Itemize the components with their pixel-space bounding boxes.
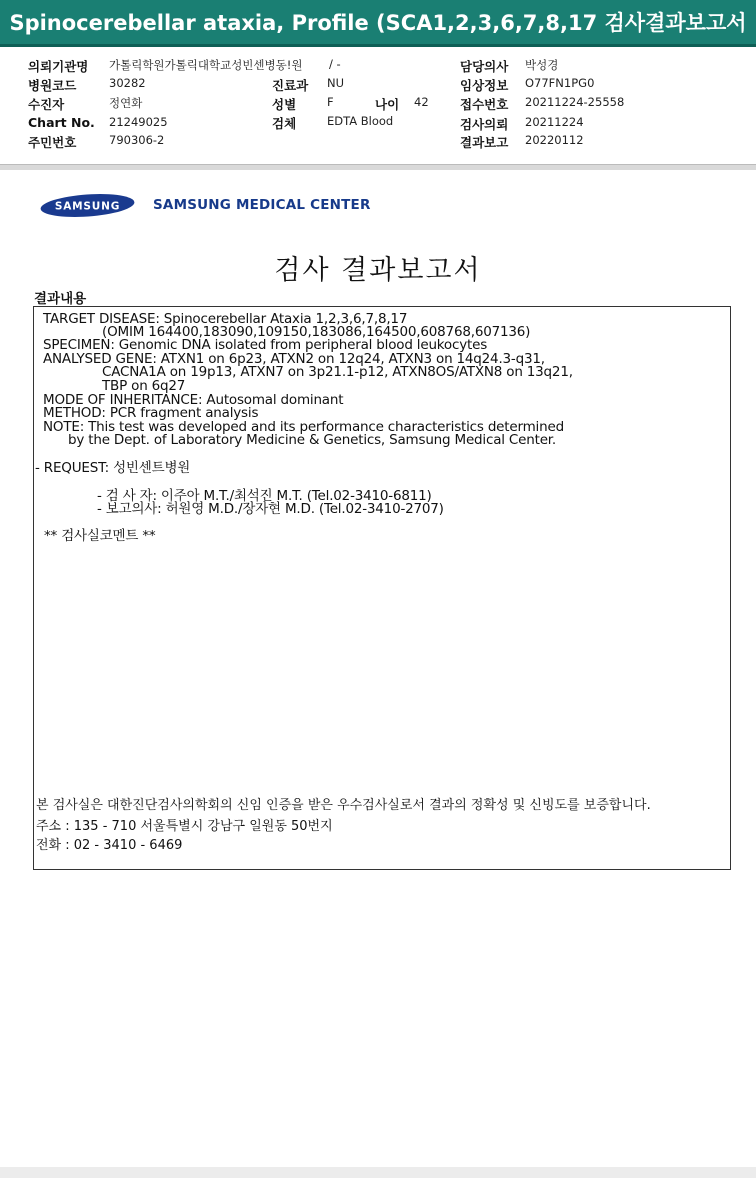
request-date-label: 검사의뢰	[460, 117, 509, 132]
patient-value: 정연화	[109, 96, 143, 110]
result-line-method: METHOD: PCR fragment analysis	[43, 405, 259, 421]
sex-value: F	[327, 95, 334, 109]
result-line-analysed-gene: ANALYSED GENE: ATXN1 on 6p23, ATXN2 on 12q24, ATXN3 on 14q24.3-q31,	[43, 351, 545, 367]
result-line-specimen: SPECIMEN: Genomic DNA isolated from peripheral blood leukocytes	[43, 337, 488, 353]
samsung-logo	[40, 193, 135, 218]
header-divider	[0, 164, 756, 170]
patient-label: 수진자	[28, 97, 65, 112]
result-line-omim: (OMIM 164400,183090,109150,183086,164500,608768,607136)	[102, 324, 531, 340]
chart-no-value: 21249025	[109, 115, 168, 129]
receipt-no-label: 접수번호	[460, 97, 509, 112]
sex-label: 성별	[272, 97, 297, 112]
clinical-info-value: O77FN1PG0	[525, 76, 595, 90]
specimen-value: EDTA Blood	[327, 114, 394, 128]
institution-value: 가톨릭학원가톨릭대학교성빈센병동!원	[109, 58, 303, 72]
result-line-note: NOTE: This test was developed and its performance characteristics determined	[43, 419, 564, 435]
result-line-examiner: - 검 사 자: 이주아 M.T./최석진 M.T. (Tel.02-3410-6811)	[97, 488, 432, 504]
result-line-request: - REQUEST: 성빈센트병원	[35, 460, 191, 476]
result-line-lab-comment: ** 검사실코멘트 **	[44, 528, 156, 544]
department-value: NU	[327, 76, 345, 90]
result-content-box	[33, 306, 731, 870]
report-title: Spinocerebellar ataxia, Profile (SCA1,2,3,6,7,8,17 검사결과보고서	[9, 11, 747, 35]
clinical-info-label: 임상정보	[460, 78, 509, 93]
center-name: SAMSUNG MEDICAL CENTER	[153, 197, 371, 213]
report-title-bar	[0, 0, 756, 47]
specimen-label: 검체	[272, 116, 297, 131]
result-line-gene-cont-1: CACNA1A on 19p13, ATXN7 on 3p21.1-p12, ATXN8OS/ATXN8 on 13q21,	[102, 364, 573, 380]
report-date-value: 20220112	[525, 133, 584, 147]
institution-label: 의뢰기관명	[28, 59, 89, 74]
patient-info-panel	[0, 52, 756, 164]
phone-line: 전화 : 02 - 3410 - 6469	[36, 838, 183, 853]
hospital-code-value: 30282	[109, 76, 146, 90]
document-title: 검사 결과보고서	[274, 255, 482, 286]
doctor-value: 박성경	[525, 58, 559, 72]
address-line: 주소 : 135 - 710 서울특별시 강남구 일원동 50번지	[36, 819, 333, 834]
hospital-code-label: 병원코드	[28, 78, 77, 93]
receipt-no-value: 20211224-25558	[525, 95, 625, 109]
result-line-reporter: - 보고의사: 허원영 M.D./장자현 M.D. (Tel.02-3410-2707)	[97, 501, 444, 517]
result-line-target-disease: TARGET DISEASE: Spinocerebellar Ataxia 1,2,3,6,7,8,17	[43, 311, 408, 327]
age-value: 42	[414, 95, 429, 109]
chart-no-label: Chart No.	[28, 115, 95, 130]
bottom-strip	[0, 1167, 756, 1178]
ward-value: / -	[329, 57, 341, 71]
request-date-value: 20211224	[525, 115, 584, 129]
resident-no-value: 790306-2	[109, 133, 165, 147]
department-label: 진료과	[272, 78, 309, 93]
result-line-note-cont: by the Dept. of Laboratory Medicine & Genetics, Samsung Medical Center.	[68, 432, 557, 448]
result-line-inheritance: MODE OF INHERITANCE: Autosomal dominant	[43, 392, 344, 408]
certification-statement: 본 검사실은 대한진단검사의학회의 신임 인증을 받은 우수검사실로서 결과의 정확성 및 신빙도를 보증합니다.	[36, 798, 651, 813]
result-line-gene-cont-2: TBP on 6q27	[102, 378, 186, 394]
doctor-label: 담당의사	[460, 59, 509, 74]
resident-no-label: 주민번호	[28, 135, 77, 150]
section-label: 결과내용	[34, 291, 87, 307]
samsung-logo-text: SAMSUNG	[54, 200, 121, 213]
report-date-label: 결과보고	[460, 135, 509, 150]
age-label: 나이	[375, 97, 400, 112]
